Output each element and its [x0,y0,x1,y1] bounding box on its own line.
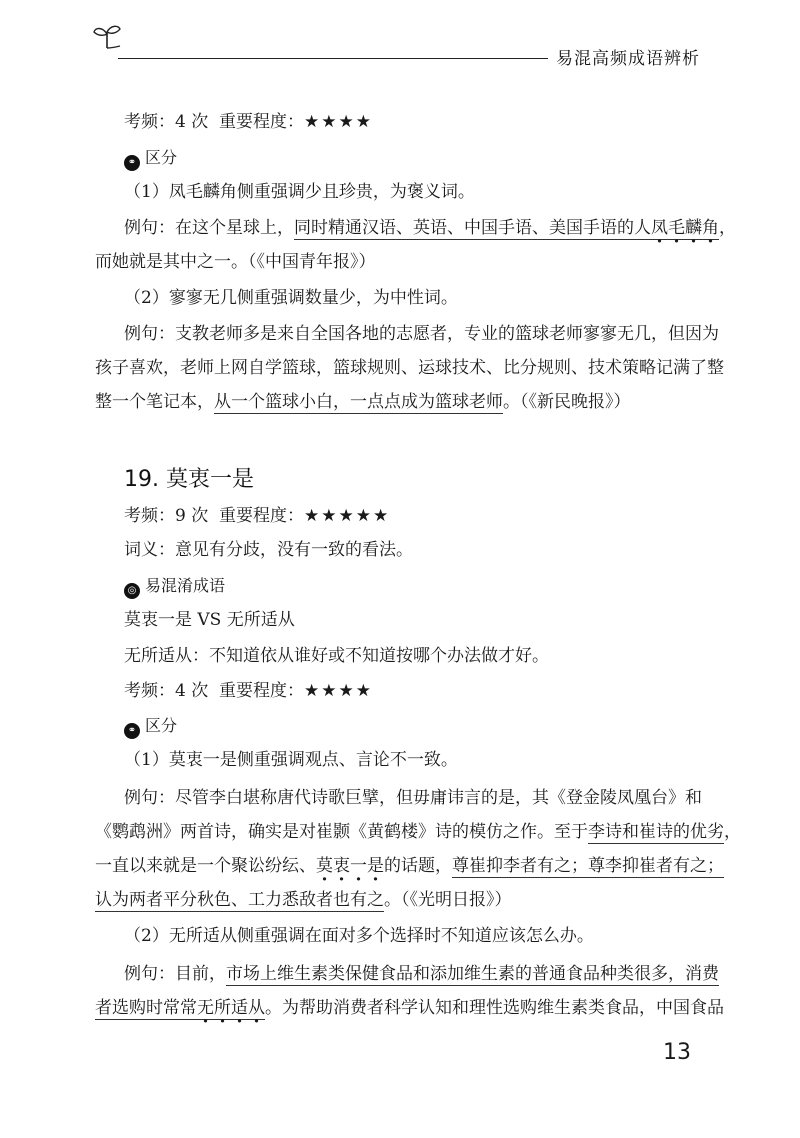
confusable-icon: ◎ [124,583,140,599]
prev-distinction-heading: ⚭ 区分 [124,146,177,171]
distinction-heading: ⚭ 区分 [124,714,177,739]
entry-example-1-line4: 认为两者平分秋色、工力悉敌者也有之。（《光明日报》） [95,890,512,910]
compare-icon: ⚭ [124,723,140,739]
prev-point-2: （2）寥寥无几侧重强调数量少，为中性词。 [124,288,458,308]
running-header: 易混高频成语辨析 [556,49,700,69]
entry-example-1-line1: 例句：尽管李白堪称唐代诗歌巨擘，但毋庸讳言的是，其《登金陵凤凰台》和 [124,788,702,808]
compare-icon: ⚭ [124,155,140,171]
prev-example-2-line3: 整一个笔记本，从一个篮球小白，一点点成为篮球老师。（《新民晚报》） [95,392,631,412]
entry-example-1-line3: 一直以来就是一个聚讼纷纭、莫衷一是的话题，尊崔抑李者有之；尊李抑崔者有之； [95,856,724,876]
entry-meaning: 词义：意见有分歧，没有一致的看法。 [124,540,413,560]
entry-example-1-line2: 《鹦鹉洲》两首诗，确实是对崔颢《黄鹤楼》诗的模仿之作。至于李诗和崔诗的优劣， [95,822,741,842]
rating-stars: ★★★★ [304,681,374,701]
confusable-heading: ◎ 易混淆成语 [124,574,225,599]
prev-example-2-line1: 例句：支教老师多是来自全国各地的志愿者，专业的篮球老师寥寥无几，但因为 [124,324,719,344]
entry-point-1: （1）莫衷一是侧重强调观点、言论不一致。 [124,750,458,770]
prev-frequency-line: 考频：4 次 重要程度：★★★★ [124,112,374,132]
prev-point-1: （1）凤毛麟角侧重强调少且珍贵，为褒义词。 [124,182,475,202]
entry-example-2-line2: 者选购时常常无所适从。为帮助消费者科学认知和理性选购维生素类食品，中国食品 [95,998,724,1018]
confusable-frequency-line: 考频：4 次 重要程度：★★★★ [124,681,374,701]
rating-stars: ★★★★★ [304,506,391,526]
prev-example-1: 例句：在这个星球上，同时精通汉语、英语、中国手语、美国手语的人凤毛麟角， [124,218,736,238]
entry-frequency-line: 考频：9 次 重要程度：★★★★★ [124,506,391,526]
entry-example-2-line1: 例句：目前，市场上维生素类保健食品和添加维生素的普通食品种类很多，消费 [124,964,719,984]
prev-example-2-line2: 孩子喜欢，老师上网自学篮球，篮球规则、运球技术、比分规则、技术策略记满了整 [95,358,724,378]
emphasis-dotted: 无所适从 [197,998,265,1018]
header-rule [118,58,548,59]
entry-point-2: （2）无所适从侧重强调在面对多个选择时不知道应该怎么办。 [124,926,594,946]
page-number: 13 [663,1040,691,1065]
emphasis-dotted: 凤毛麟角 [651,218,719,238]
sprout-icon [92,22,122,50]
emphasis-dotted: 莫衷一是 [316,856,384,876]
rating-stars: ★★★★ [304,112,374,132]
confusable-pair: 莫衷一是 VS 无所适从 [124,610,295,630]
confusable-definition: 无所适从：不知道依从谁好或不知道按哪个办法做才好。 [124,646,549,666]
prev-example-1-cont: 而她就是其中之一。（《中国青年报》） [95,252,376,272]
entry-title: 19. 莫衷一是 [124,467,254,492]
